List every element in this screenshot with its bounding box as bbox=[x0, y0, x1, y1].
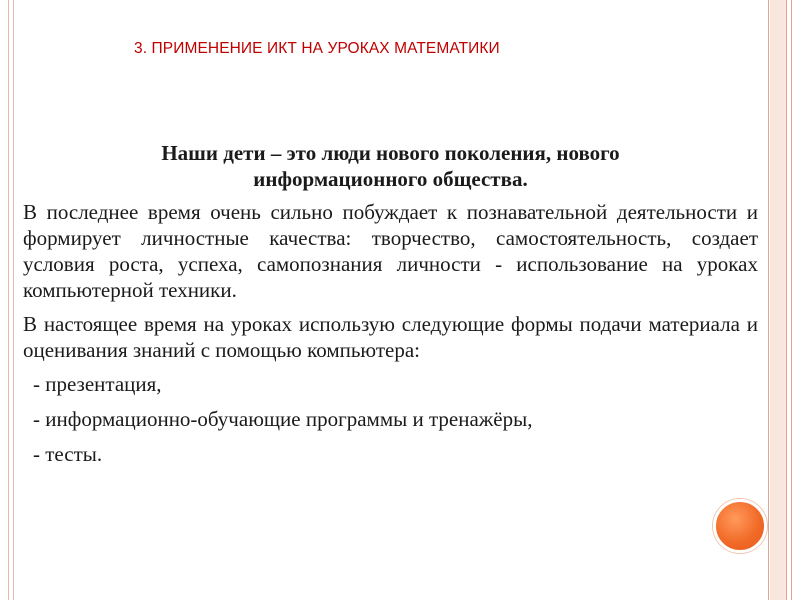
slide-body bbox=[23, 140, 758, 476]
paragraph-1: В последнее время очень сильно побуждает к познавательной деятельности и формирует личностные качества: творчество, самостоятельность, создает условия роста, успеха, самопознания личности - использование на уроках компьютерной техники. bbox=[23, 200, 758, 302]
frame-line-right-2 bbox=[786, 0, 787, 600]
list-item-tests: - тесты. bbox=[33, 442, 103, 466]
list-item-programs: - информационно-обучающие программы и тренажёры, bbox=[33, 407, 533, 431]
frame-line-left-inner bbox=[13, 0, 14, 600]
frame-line-right-3 bbox=[791, 0, 792, 600]
frame-band-right bbox=[770, 0, 786, 600]
frame-line-right-1 bbox=[768, 0, 769, 600]
paragraph-2: В настоящее время на уроках использую следующие формы подачи материала и оценивания знаний с помощью компьютера: bbox=[23, 312, 758, 362]
lead-statement: Наши дети – это люди нового поколения, нового информационного общества. bbox=[161, 141, 620, 191]
frame-line-left-outer bbox=[8, 0, 9, 600]
slide-title: 3. ПРИМЕНЕНИЕ ИКТ НА УРОКАХ МАТЕМАТИКИ bbox=[134, 40, 500, 57]
orange-circle-decoration bbox=[713, 499, 767, 553]
list-item-presentation: - презентация, bbox=[33, 372, 162, 396]
